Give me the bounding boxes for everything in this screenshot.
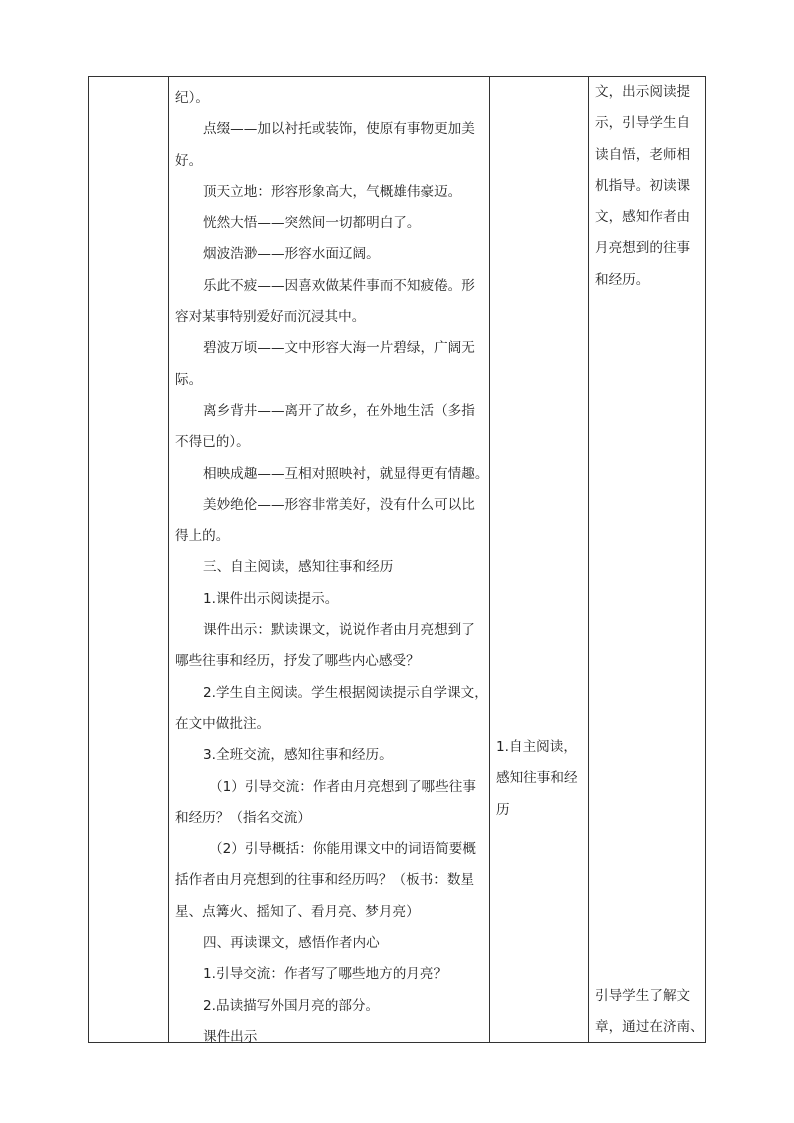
- text-line: 不得已的）。: [175, 434, 250, 451]
- lesson-plan-table: [88, 76, 706, 1043]
- note-line: 示，引导学生自: [595, 115, 691, 132]
- text-line: 恍然大悟——突然间一切都明白了。: [203, 215, 421, 232]
- text-line: 2.品读描写外国月亮的部分。: [203, 997, 380, 1014]
- text-line: 四、再读课文，感悟作者内心: [203, 935, 380, 952]
- text-line: 纪）。: [175, 90, 209, 106]
- note-line: 章，通过在济南、: [595, 1019, 704, 1036]
- step-column: [490, 77, 588, 1042]
- step-line: 感知往事和经: [496, 770, 578, 787]
- text-line: 课件出示：默读课文，说说作者由月亮想到了: [203, 622, 475, 639]
- design-intent-text-bottom: [595, 981, 705, 1044]
- text-line: 星、点篝火、摇知了、看月亮、梦月亮）: [175, 903, 420, 920]
- text-line: （1）引导交流：作者由月亮想到了哪些往事: [209, 778, 476, 795]
- step-line: 1.自主阅读，: [496, 739, 577, 755]
- step-line: 历: [496, 801, 510, 818]
- note-line: 读自悟，老师相: [595, 146, 691, 163]
- text-line: 和经历？（指名交流）: [175, 809, 311, 826]
- note-line: 文，出示阅读提: [595, 84, 691, 100]
- text-line: （2）引导概括：你能用课文中的词语简要概: [209, 841, 476, 858]
- text-line: 3.全班交流，感知往事和经历。: [203, 747, 393, 764]
- text-line: 点缀——加以衬托或装饰，使原有事物更加美: [203, 121, 475, 138]
- text-line: 1.引导交流：作者写了哪些地方的月亮？: [203, 966, 448, 983]
- note-line: 机指导。初读课: [595, 177, 691, 194]
- note-line: 和经历。: [595, 271, 650, 288]
- text-line: 课件出示: [203, 1028, 258, 1045]
- text-line: 括作者由月亮想到的往事和经历吗？（板书：数星: [175, 872, 475, 889]
- text-line: 际。: [175, 371, 203, 388]
- text-line: 哪些往事和经历，抒发了哪些内心感受？: [175, 653, 420, 670]
- text-line: 相映成趣——互相对照映衬，就显得更有情趣。: [203, 465, 489, 482]
- text-line: 美妙绝伦——形容非常美好，没有什么可以比: [203, 496, 475, 513]
- step-text: [496, 732, 586, 826]
- text-line: 在文中做批注。: [175, 715, 271, 732]
- text-line: 顶天立地：形容形象高大，气概雄伟豪迈。: [203, 183, 462, 200]
- text-line: 1.课件出示阅读提示。: [203, 590, 339, 607]
- text-line: 得上的。: [175, 528, 230, 545]
- design-intent-text-top: [595, 77, 705, 296]
- note-line: 月亮想到的往事: [595, 240, 691, 257]
- text-line: 离乡背井——离开了故乡，在外地生活（多指: [203, 402, 475, 419]
- teaching-process-column: [169, 77, 489, 1045]
- text-line: 好。: [175, 152, 203, 169]
- note-line: 引导学生了解文: [595, 988, 691, 1004]
- note-line: 文，感知作者由: [595, 209, 691, 226]
- text-line: 2.学生自主阅读。学生根据阅读提示自学课文，: [203, 684, 488, 701]
- text-line: 三、自主阅读，感知往事和经历: [203, 559, 394, 576]
- design-intent-column: [589, 77, 707, 1042]
- text-line: 容对某事特别爱好而沉浸其中。: [175, 309, 366, 326]
- text-line: 烟波浩渺——形容水面辽阔。: [203, 246, 380, 263]
- text-line: 碧波万顷——文中形容大海一片碧绿，广阔无: [203, 340, 475, 357]
- text-line: 乐此不疲——因喜欢做某件事而不知疲倦。形: [203, 277, 475, 294]
